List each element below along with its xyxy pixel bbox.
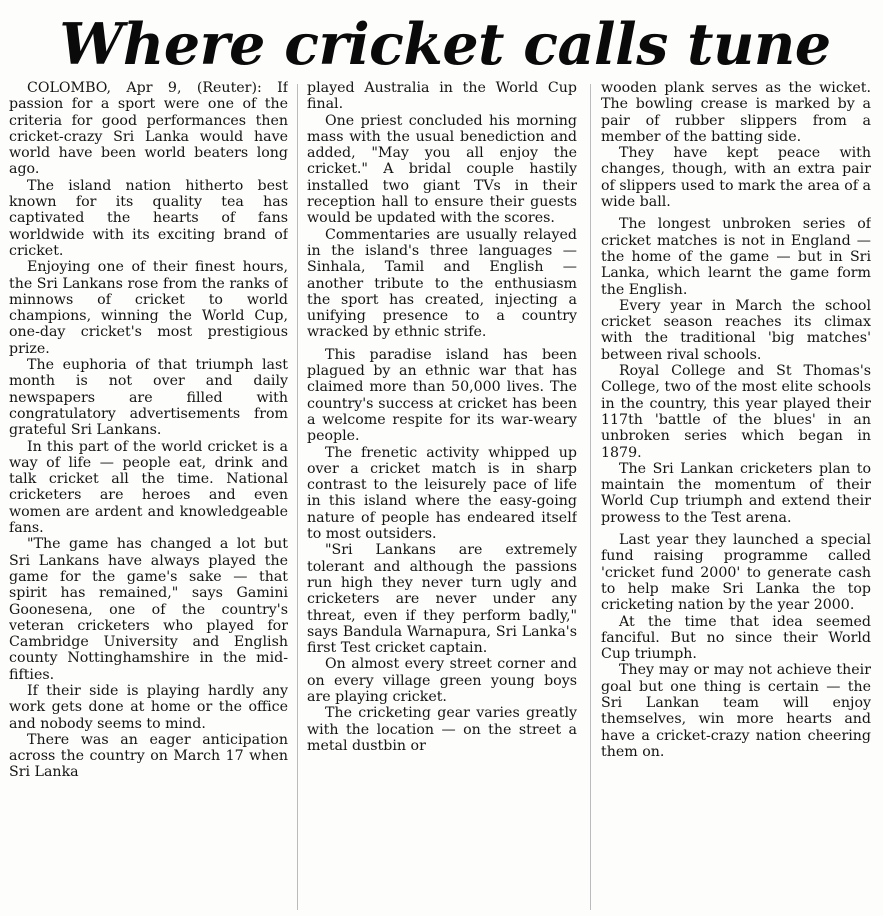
article-body (0, 80, 883, 914)
paragraph: Commentaries are usually relayed in the island's three languages — Sinhala, Tamil and English — another tribute to the enthusiasm the sport has created, injecting a unifying presence to a country wracked by ethnic strife. (307, 226, 577, 341)
paragraph: The euphoria of that triumph last month is not over and daily newspapers are filled with congratulatory advertisements from grateful Sri Lankans. (9, 357, 288, 439)
paragraph: There was an eager anticipation across the country on March 17 when Sri Lanka (9, 731, 288, 781)
paragraph: Enjoying one of their finest hours, the Sri Lankans rose from the ranks of minnows of cricket to world champions, winning the World Cup, one-day cricket's most prestigious prize. (9, 259, 288, 357)
article-column-1 (9, 80, 288, 914)
paragraph-dateline: COLOMBO, Apr 9, (Reuter): If passion for a sport were one of the criteria for good performances then cricket-crazy Sri Lanka would have world have been world beaters long ago. (9, 80, 288, 178)
paragraph: The longest unbroken series of cricket matches is not in England — the home of the game — but in Sri Lanka, which learnt the game form the English. (601, 216, 871, 298)
paragraph-quote: "Sri Lankans are extremely tolerant and although the passions run high they never turn ugly and cricketers are never under any threat, even if they perform badly," says Bandula Warnapura, Sri Lanka's first Test cricket captain. (307, 542, 577, 657)
paragraph-quote: "The game has changed a lot but Sri Lankans have always played the game for the game's sake — that spirit has remained," says Gamini Goonesena, one of the country's veteran cricketers who played for Cambridge University and English county Nottinghamshire in the mid-fifties. (9, 536, 288, 683)
paragraph: On almost every street corner and on every village green young boys are playing cricket. (307, 656, 577, 705)
paragraph: At the time that idea seemed fanciful. But no since their World Cup triumph. (601, 613, 871, 663)
article-column-3 (601, 80, 871, 914)
paragraph-continued: played Australia in the World Cup final. (307, 80, 577, 113)
paragraph: One priest concluded his morning mass with the usual benediction and added, "May you all enjoy the cricket." A bridal couple hastily installed two giant TVs in their reception hall to ensure their guests would be updated with the scores. (307, 112, 577, 227)
paragraph: They have kept peace with changes, though, with an extra pair of slippers used to mark the area of a wide ball. (601, 145, 871, 211)
paragraph: If their side is playing hardly any work gets done at home or the office and nobody seems to mind. (9, 682, 288, 732)
paragraph: They may or may not achieve their goal but one thing is certain — the Sri Lankan team will enjoy themselves, win more hearts and have a cricket-crazy nation cheering them on. (601, 662, 871, 760)
paragraph: Last year they launched a special fund raising programme called 'cricket fund 2000' to generate cash to help make Sri Lanka the top cricketing nation by the year 2000. (601, 532, 871, 614)
headline: Where cricket calls tune (59, 11, 831, 78)
paragraph: In this part of the world cricket is a way of life — people eat, drink and talk cricket all the time. National cricketers are heroes and even women are ardent and knowledgeable fans. (9, 438, 288, 537)
paragraph: The Sri Lankan cricketers plan to maintain the momentum of their World Cup triumph and extend their prowess to the Test arena. (601, 460, 871, 526)
paragraph: The cricketing gear varies greatly with the location — on the street a metal dustbin or (307, 705, 577, 754)
paragraph: Royal College and St Thomas's College, two of the most elite schools in the country, this year played their 117th 'battle of the blues' in an unbroken series which began in 1879. (601, 363, 871, 461)
paragraph: Every year in March the school cricket season reaches its climax with the traditional 'big matches' between rival schools. (601, 297, 871, 363)
paragraph: The frenetic activity whipped up over a cricket match is in sharp contrast to the leisurely pace of life in this island where the easy-going nature of people has endeared itself to most outsiders. (307, 444, 577, 543)
article-column-2 (307, 80, 577, 914)
paragraph: This paradise island has been plagued by an ethnic war that has claimed more than 50,000 lives. The country's success at cricket has been a welcome respite for its war-weary people. (307, 346, 577, 445)
paragraph-continued: wooden plank serves as the wicket. The bowling crease is marked by a pair of rubber slippers from a member of the batting side. (601, 80, 871, 145)
paragraph: The island nation hitherto best known for its quality tea has captivated the hearts of fans worldwide with its exciting brand of cricket. (9, 177, 288, 259)
